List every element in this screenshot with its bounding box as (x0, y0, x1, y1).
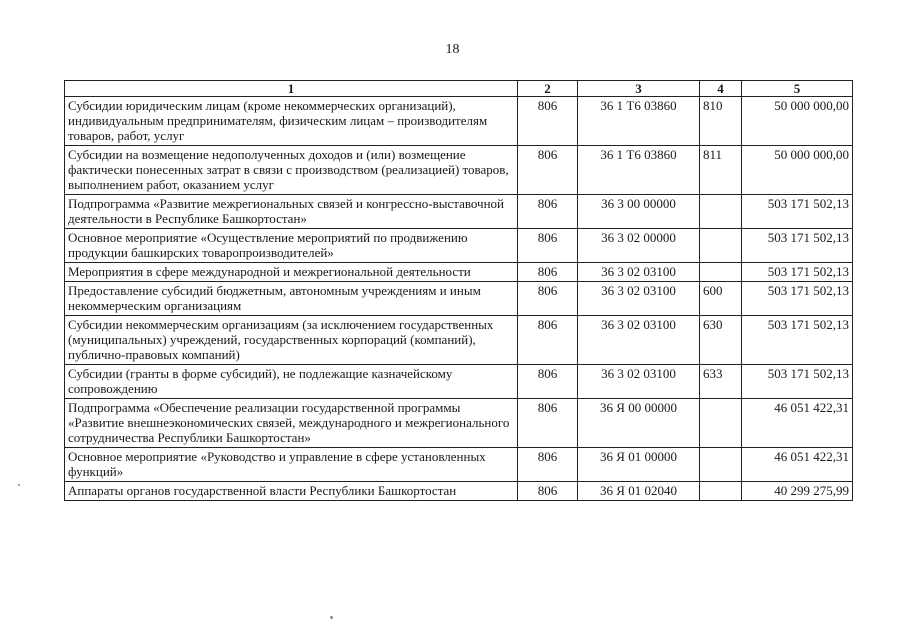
table-row (65, 195, 853, 229)
row-amount: 503 171 502,13 (742, 282, 853, 316)
row-expense-type: 600 (700, 282, 742, 316)
row-name: Основное мероприятие «Руководство и управление в сфере установленных функций» (65, 448, 518, 482)
row-target-article: 36 3 02 03100 (578, 365, 700, 399)
row-grbs-code: 806 (518, 482, 578, 501)
row-amount: 503 171 502,13 (742, 263, 853, 282)
row-grbs-code: 806 (518, 146, 578, 195)
table-row (65, 448, 853, 482)
row-expense-type (700, 448, 742, 482)
row-target-article: 36 3 02 03100 (578, 316, 700, 365)
row-amount: 46 051 422,31 (742, 448, 853, 482)
row-grbs-code: 806 (518, 365, 578, 399)
page-number: 18 (445, 42, 460, 57)
row-name: Предоставление субсидий бюджетным, автономным учреждениям и иным некоммерческим организациям (65, 282, 518, 316)
table-row (65, 229, 853, 263)
row-target-article: 36 3 02 00000 (578, 229, 700, 263)
table-row (65, 365, 853, 399)
row-name: Мероприятия в сфере международной и межрегиональной деятельности (65, 263, 518, 282)
row-expense-type: 810 (700, 97, 742, 146)
header-col-4: 4 (700, 81, 742, 97)
row-grbs-code: 806 (518, 263, 578, 282)
row-expense-type: 811 (700, 146, 742, 195)
row-expense-type (700, 195, 742, 229)
header-col-2: 2 (518, 81, 578, 97)
row-name: Основное мероприятие «Осуществление мероприятий по продвижению продукции башкирских товаропроизводителей» (65, 229, 518, 263)
row-grbs-code: 806 (518, 282, 578, 316)
row-target-article: 36 1 Т6 03860 (578, 146, 700, 195)
row-expense-type: 630 (700, 316, 742, 365)
row-grbs-code: 806 (518, 448, 578, 482)
header-col-5: 5 (742, 81, 853, 97)
row-amount: 46 051 422,31 (742, 399, 853, 448)
table-row (65, 263, 853, 282)
table-row (65, 399, 853, 448)
row-grbs-code: 806 (518, 97, 578, 146)
row-amount: 50 000 000,00 (742, 146, 853, 195)
table-row (65, 282, 853, 316)
row-grbs-code: 806 (518, 195, 578, 229)
header-col-1: 1 (65, 81, 518, 97)
row-expense-type (700, 399, 742, 448)
row-name: Подпрограмма «Развитие межрегиональных связей и конгрессно-выставочной деятельности в Республике Башкортостан» (65, 195, 518, 229)
scan-speck (330, 616, 333, 619)
row-name: Субсидии на возмещение недополученных доходов и (или) возмещение фактически понесенных затрат в связи с производством (реализацией) товаров, выполнением работ, оказанием услуг (65, 146, 518, 195)
row-grbs-code: 806 (518, 229, 578, 263)
row-name: Подпрограмма «Обеспечение реализации государственной программы «Развитие внешнеэкономических связей, международного и межрегионального сотрудничества Республики Башкортостан» (65, 399, 518, 448)
table-row (65, 316, 853, 365)
row-target-article: 36 Я 01 00000 (578, 448, 700, 482)
row-amount: 503 171 502,13 (742, 365, 853, 399)
row-amount: 503 171 502,13 (742, 316, 853, 365)
row-amount: 40 299 275,99 (742, 482, 853, 501)
header-row (65, 81, 853, 97)
table-body (65, 97, 853, 501)
row-target-article: 36 3 02 03100 (578, 282, 700, 316)
table-row (65, 482, 853, 501)
row-expense-type: 633 (700, 365, 742, 399)
row-name: Аппараты органов государственной власти Республики Башкортостан (65, 482, 518, 501)
row-amount: 50 000 000,00 (742, 97, 853, 146)
row-target-article: 36 1 Т6 03860 (578, 97, 700, 146)
row-expense-type (700, 229, 742, 263)
row-name: Субсидии юридическим лицам (кроме некоммерческих организаций), индивидуальным предпринимателям, физическим лицам – производителям товаров, работ, услуг (65, 97, 518, 146)
row-expense-type (700, 482, 742, 501)
row-grbs-code: 806 (518, 399, 578, 448)
row-target-article: 36 Я 01 02040 (578, 482, 700, 501)
row-target-article: 36 Я 00 00000 (578, 399, 700, 448)
row-name: Субсидии некоммерческим организациям (за исключением государственных (муниципальных) учреждений, государственных корпораций (компаний), публично-правовых компаний) (65, 316, 518, 365)
budget-table (64, 80, 853, 501)
scan-speck (18, 484, 20, 486)
row-target-article: 36 3 00 00000 (578, 195, 700, 229)
row-amount: 503 171 502,13 (742, 195, 853, 229)
table-row (65, 97, 853, 146)
row-amount: 503 171 502,13 (742, 229, 853, 263)
row-grbs-code: 806 (518, 316, 578, 365)
table-row (65, 146, 853, 195)
table-header (65, 81, 853, 97)
header-col-3: 3 (578, 81, 700, 97)
row-name: Субсидии (гранты в форме субсидий), не подлежащие казначейскому сопровождению (65, 365, 518, 399)
row-expense-type (700, 263, 742, 282)
row-target-article: 36 3 02 03100 (578, 263, 700, 282)
